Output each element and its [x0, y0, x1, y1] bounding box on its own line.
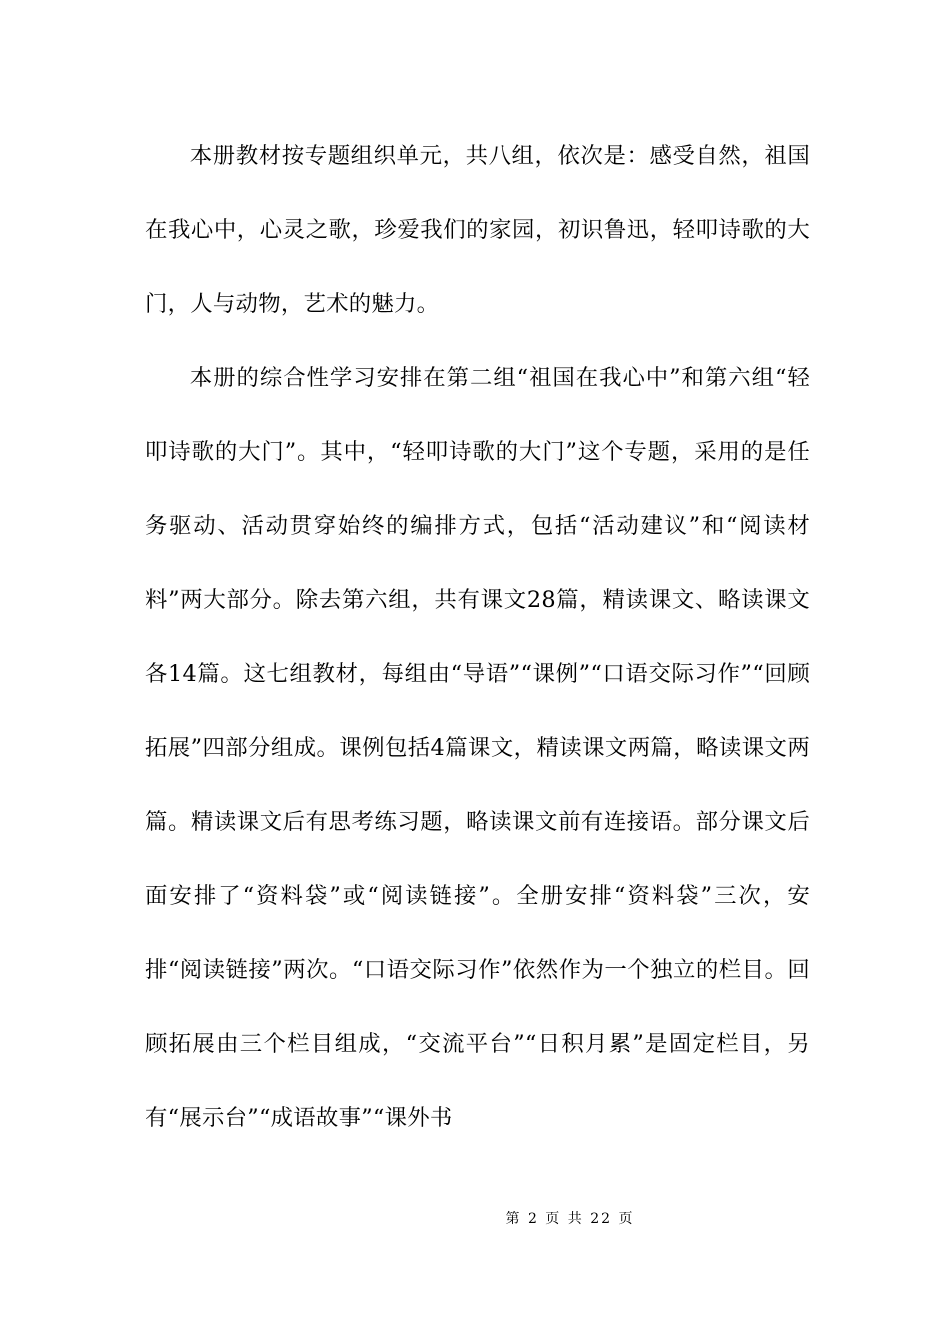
page-number: 第 2 页 共 22 页	[505, 1211, 635, 1227]
paragraph-units: 本册教材按专题组织单元，共八组，依次是：感受自然，祖国在我心中，心灵之歌，珍爱我们的家园，初识鲁迅，轻叩诗歌的大门，人与动物，艺术的魅力。	[145, 143, 810, 317]
document-body	[145, 119, 810, 1155]
paragraph-comprehensive-study: 本册的综合性学习安排在第二组“祖国在我心中”和第六组“轻叩诗歌的大门”。其中，“轻叩诗歌的大门”这个专题，采用的是任务驱动、活动贯穿始终的编排方式，包括“活动建议”和“阅读材料”两大部分。除去第六组，共有课文28篇，精读课文、略读课文各14篇。这七组教材，每组由“导语”“课例”“口语交际习作”“回顾拓展”四部分组成。课例包括4篇课文，精读课文两篇，略读课文两篇。精读课文后有思考练习题，略读课文前有连接语。部分课文后面安排了“资料袋”或“阅读链接”。全册安排“资料袋”三次，安排“阅读链接”两次。“口语交际习作”依然作为一个独立的栏目。回顾拓展由三个栏目组成，“交流平台”“日积月累”是固定栏目，另有“展示台”“成语故事”“课外书	[145, 365, 810, 1131]
